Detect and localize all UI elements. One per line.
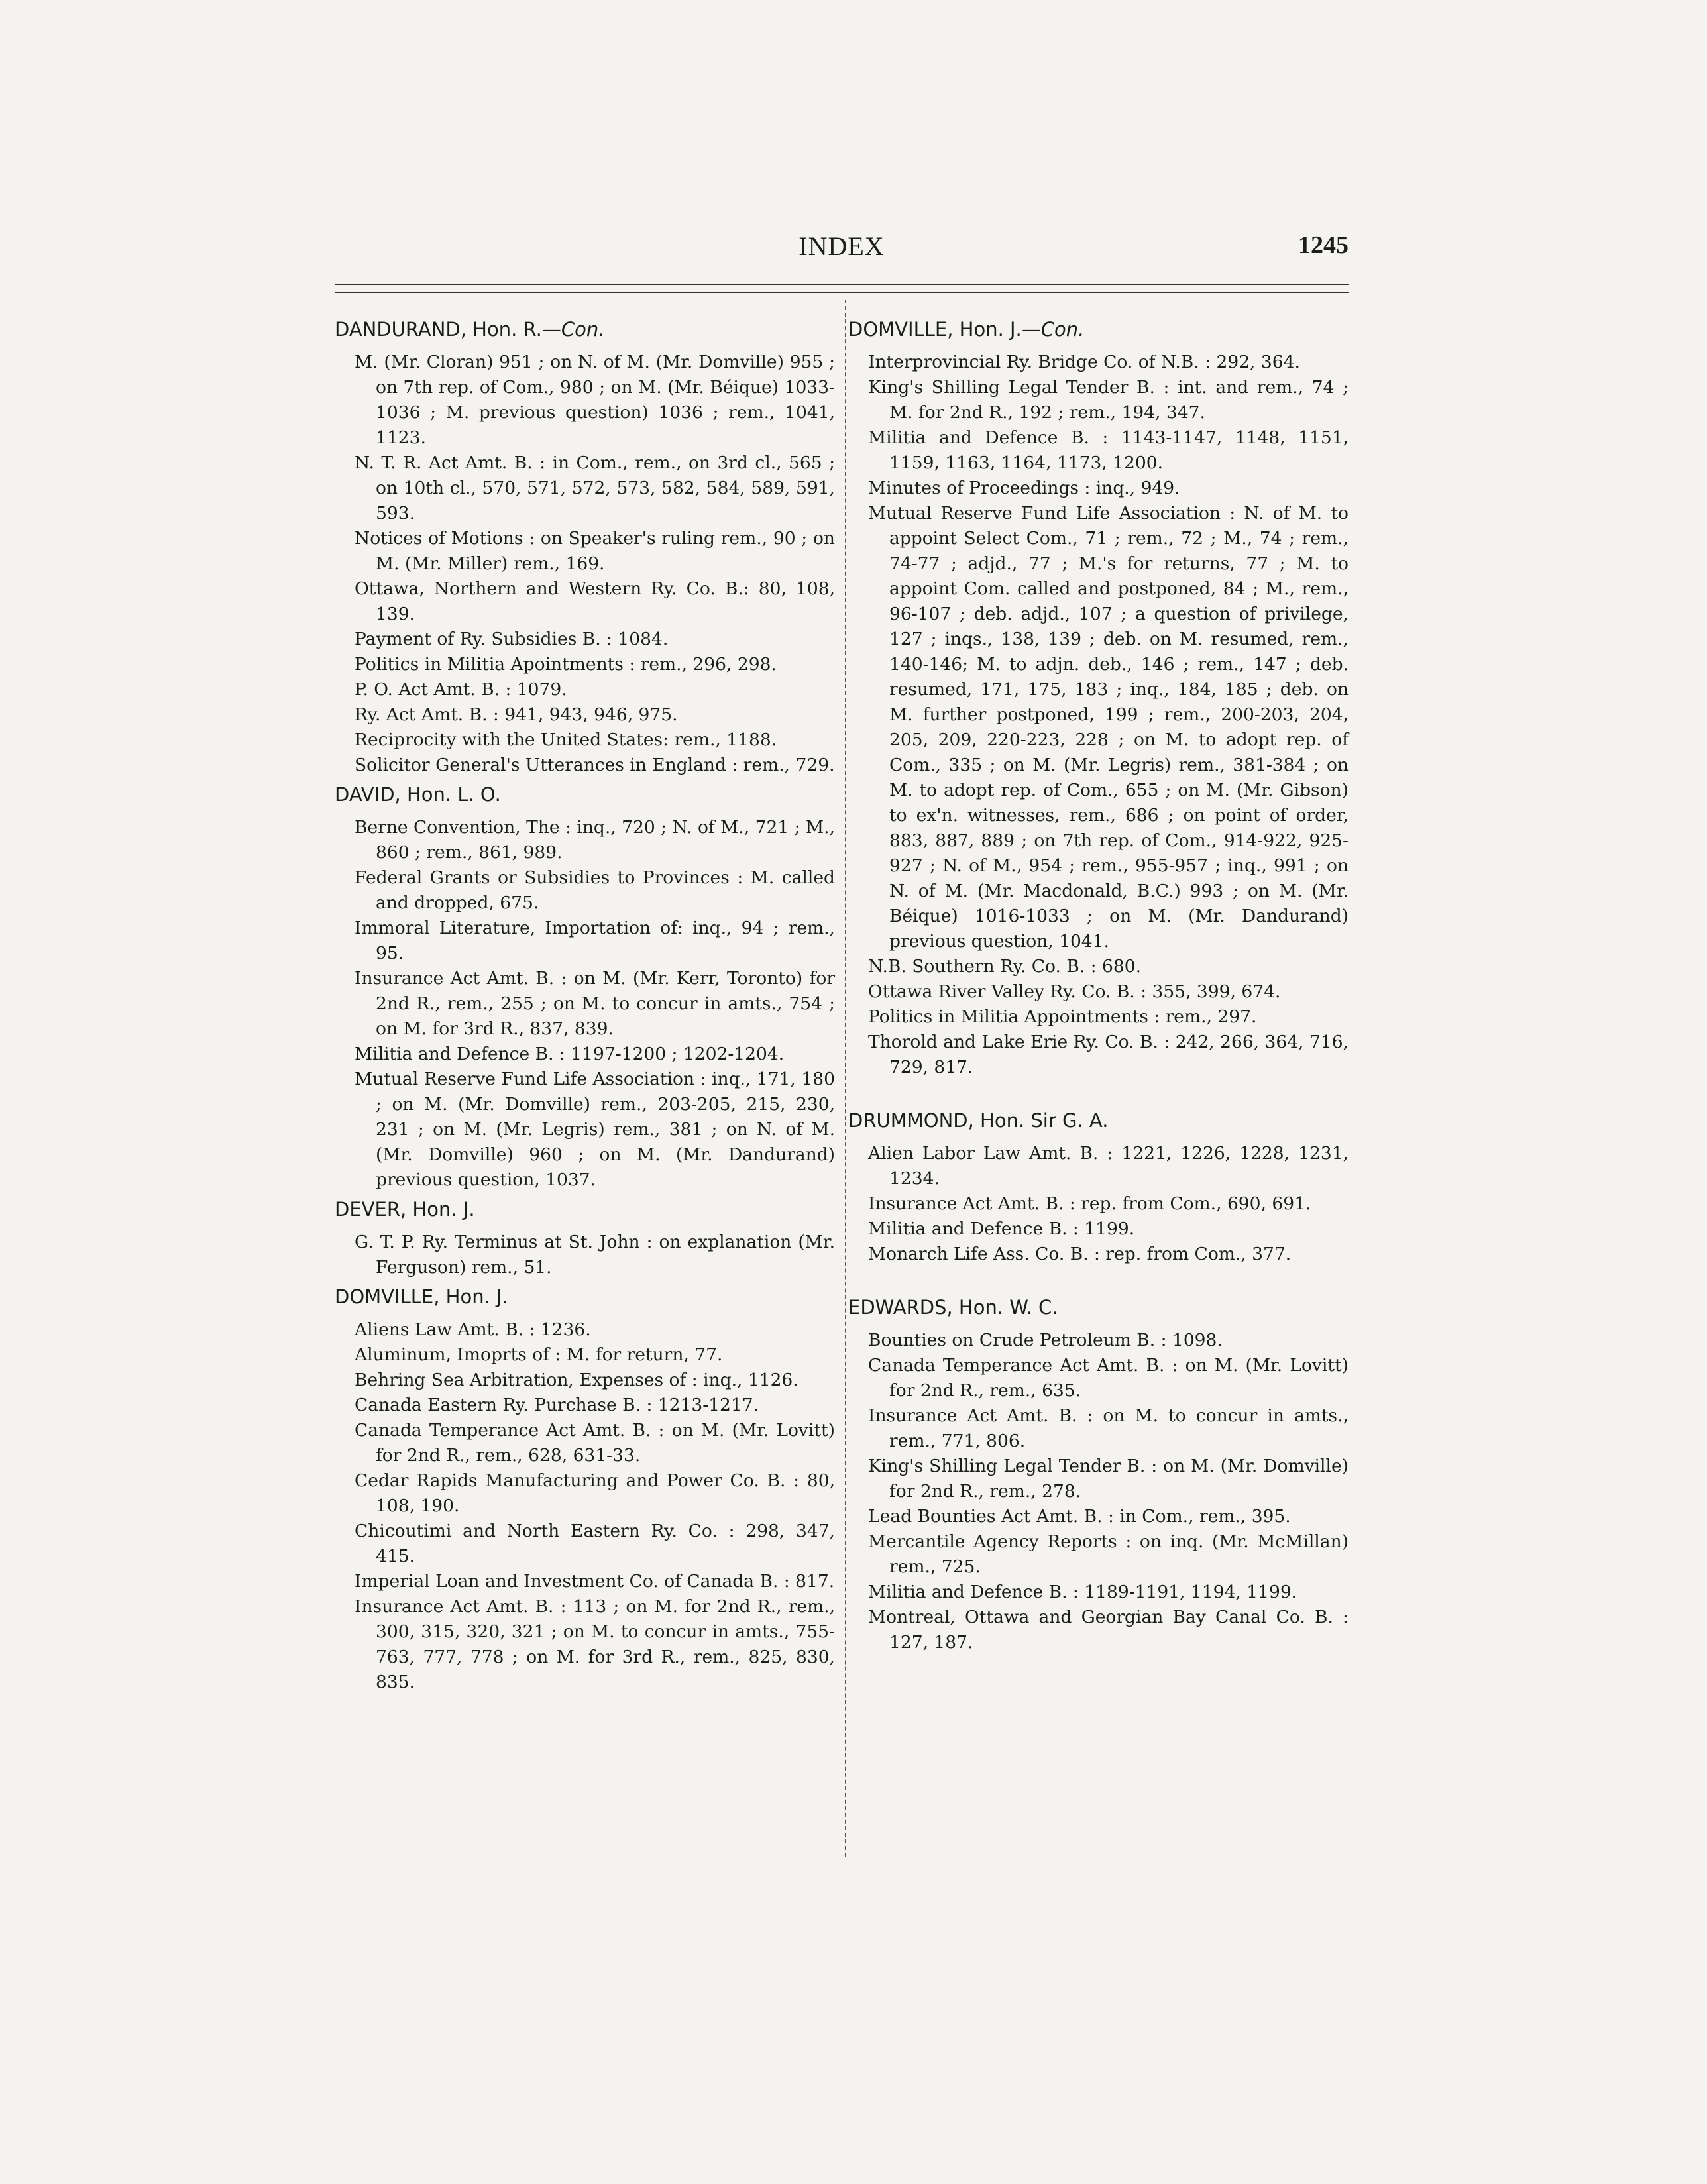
index-entry: Politics in Militia Apointments : rem., 296, 298. [355,654,777,675]
index-heading [848,1293,1349,1321]
index-heading [848,1107,1349,1134]
index-entry: Lead Bounties Act Amt. B. : in Com., rem., 395. [868,1506,1291,1527]
index-entry: King's Shilling Legal Tender B. : on M. (Mr. Domville) for 2nd R., rem., 278. [868,1456,1349,1502]
heading-name: DANDURAND, Hon. R. [335,318,542,341]
index-heading [335,781,835,808]
heading-name: EDWARDS, Hon. W. C. [848,1296,1058,1319]
index-heading [335,315,835,343]
index-entry: Payment of Ry. Subsidies B. : 1084. [355,629,669,649]
page-header [335,231,1349,270]
heading-name: DRUMMOND, Hon. Sir G. A. [848,1109,1109,1132]
index-entry: King's Shilling Legal Tender B. : int. and rem., 74 ; M. for 2nd R., 192 ; rem., 194, 347. [868,377,1349,423]
index-entry: Immoral Literature, Importation of: inq., 94 ; rem., 95. [355,918,835,963]
header-rule-top [335,284,1349,285]
index-entry: Thorold and Lake Erie Ry. Co. B. : 242, 266, 364, 716, 729, 817. [868,1032,1349,1077]
index-entry: Mutual Reserve Fund Life Association : N. of M. to appoint Select Com., 71 ; rem., 72 ; M., 74 ; rem., 74-77 ; adjd., 77 ; M.'s for returns, 77 ; M. to appoint Com. called and postponed, 84 ; M., rem., 96-107 ; deb. adjd., 107 ; a question of privilege, 127 ; inqs., 138, 139 ; deb. on M. resumed, rem., 140-146; M. to adjn. deb., 146 ; rem., 147 ; deb. resumed, 171, 175, 183 ; inq., 184, 185 ; deb. on M. further postponed, 199 ; rem., 200-203, 204, 205, 209, 220-223, 228 ; on M. to adopt rep. of Com., 335 ; on M. (Mr. Legris) rem., 381-384 ; on M. to adopt rep. of Com., 655 ; on M. (Mr. Gibson) to ex'n. witnesses, rem., 686 ; on point of order, 883, 887, 889 ; on 7th rep. of Com., 914-922, 925-927 ; N. of M., 954 ; rem., 955-957 ; inq., 991 ; on N. of M. (Mr. Macdonald, B.C.) 993 ; on M. (Mr. Béique) 1016-1033 ; on M. (Mr. Dandurand) previous question, 1041. [868,503,1349,952]
index-entry: Insurance Act Amt. B. : 113 ; on M. for 2nd R., rem., 300, 315, 320, 321 ; on M. to concur in amts., 755-763, 777, 778 ; on M. for 3rd R., rem., 825, 830, 835. [355,1596,835,1692]
index-entry: Imperial Loan and Investment Co. of Canada B. : 817. [355,1571,835,1592]
index-entry: Bounties on Crude Petroleum B. : 1098. [868,1330,1223,1350]
index-entry: Berne Convention, The : inq., 720 ; N. of M., 721 ; M., 860 ; rem., 861, 989. [355,817,835,863]
index-heading [335,1283,835,1311]
index-entry: Monarch Life Ass. Co. B. : rep. from Com., 377. [868,1244,1292,1264]
index-entry: Militia and Defence B. : 1199. [868,1219,1135,1239]
index-entry: Chicoutimi and North Eastern Ry. Co. : 298, 347, 415. [355,1521,835,1566]
index-entry: M. (Mr. Cloran) 951 ; on N. of M. (Mr. Domville) 955 ; on 7th rep. of Com., 980 ; on M. (Mr. Béique) 1033-1036 ; M. previous question) 1036 ; rem., 1041, 1123. [355,352,835,448]
index-entry: Mutual Reserve Fund Life Association : inq., 171, 180 ; on M. (Mr. Domville) rem., 203-205, 215, 230, 231 ; on M. (Mr. Legris) rem., 381 ; on N. of M. (Mr. Domville) 960 ; on M. (Mr. Dandurand) previous question, 1037. [355,1069,835,1190]
index-entry: Montreal, Ottawa and Georgian Bay Canal Co. B. : 127, 187. [868,1607,1349,1653]
index-entry: N.B. Southern Ry. Co. B. : 680. [868,956,1142,977]
page-number: 1245 [1298,231,1349,259]
index-entry: Canada Eastern Ry. Purchase B. : 1213-1217. [355,1395,759,1415]
index-entry: N. T. R. Act Amt. B. : in Com., rem., on 3rd cl., 565 ; on 10th cl., 570, 571, 572, 573, 582, 584, 589, 591, 593. [355,453,835,523]
heading-name: DOMVILLE, Hon. J. [848,318,1022,341]
index-entry: Canada Temperance Act Amt. B. : on M. (Mr. Lovitt) for 2nd R., rem., 628, 631-33. [355,1420,835,1466]
index-entry: Militia and Defence B. : 1143-1147, 1148, 1151, 1159, 1163, 1164, 1173, 1200. [868,427,1349,473]
heading-continued: —Con. [541,318,605,341]
heading-name: DEVER, Hon. J. [335,1198,475,1221]
index-entry: Ry. Act Amt. B. : 941, 943, 946, 975. [355,704,678,725]
index-entry: Insurance Act Amt. B. : on M. to concur in amts., rem., 771, 806. [868,1405,1349,1451]
index-entry: Canada Temperance Act Amt. B. : on M. (Mr. Lovitt) for 2nd R., rem., 635. [868,1355,1349,1401]
heading-name: DOMVILLE, Hon. J. [335,1285,508,1308]
index-entry: Cedar Rapids Manufacturing and Power Co. B. : 80, 108, 190. [355,1470,835,1516]
column-divider [845,300,846,1857]
index-entry: Insurance Act Amt. B. : rep. from Com., 690, 691. [868,1193,1311,1214]
index-entry: Notices of Motions : on Speaker's ruling rem., 90 ; on M. (Mr. Miller) rem., 169. [355,528,835,574]
index-entry: Solicitor General's Utterances in England : rem., 729. [355,755,835,775]
index-entry: Militia and Defence B. : 1189-1191, 1194, 1199. [868,1582,1297,1602]
index-entry: Ottawa, Northern and Western Ry. Co. B.: 80, 108, 139. [355,578,835,624]
index-entry: Insurance Act Amt. B. : on M. (Mr. Kerr, Toronto) for 2nd R., rem., 255 ; on M. to concur in amts., 754 ; on M. for 3rd R., 837, 839. [355,968,835,1039]
left-column [335,313,835,1695]
index-entry: Mercantile Agency Reports : on inq. (Mr. McMillan) rem., 725. [868,1531,1349,1577]
index-entry: Minutes of Proceedings : inq., 949. [868,478,1180,498]
index-heading [848,315,1349,343]
page-title: INDEX [798,231,885,261]
index-entry: Alien Labor Law Amt. B. : 1221, 1226, 1228, 1231, 1234. [868,1143,1349,1189]
index-heading [335,1195,835,1223]
index-entry: Interprovincial Ry. Bridge Co. of N.B. : 292, 364. [868,352,1300,372]
index-entry: Politics in Militia Appointments : rem., 297. [868,1007,1257,1027]
index-entry: Militia and Defence B. : 1197-1200 ; 1202-1204. [355,1044,785,1064]
index-entry: G. T. P. Ry. Terminus at St. John : on explanation (Mr. Ferguson) rem., 51. [355,1232,835,1278]
right-column [848,313,1349,1655]
index-entry: Aluminum, Imoprts of : M. for return, 77. [355,1344,723,1365]
index-entry: Ottawa River Valley Ry. Co. B. : 355, 399, 674. [868,981,1281,1002]
index-entry: Behring Sea Arbitration, Expenses of : inq., 1126. [355,1370,798,1390]
index-entry: P. O. Act Amt. B. : 1079. [355,679,567,700]
index-entry: Reciprocity with the United States: rem., 1188. [355,730,777,750]
index-entry: Federal Grants or Subsidies to Provinces : M. called and dropped, 675. [355,867,835,913]
index-entry: Aliens Law Amt. B. : 1236. [355,1319,591,1340]
heading-name: DAVID, Hon. L. O. [335,783,501,806]
header-rule-bottom [335,292,1349,293]
heading-continued: —Con. [1021,318,1085,341]
